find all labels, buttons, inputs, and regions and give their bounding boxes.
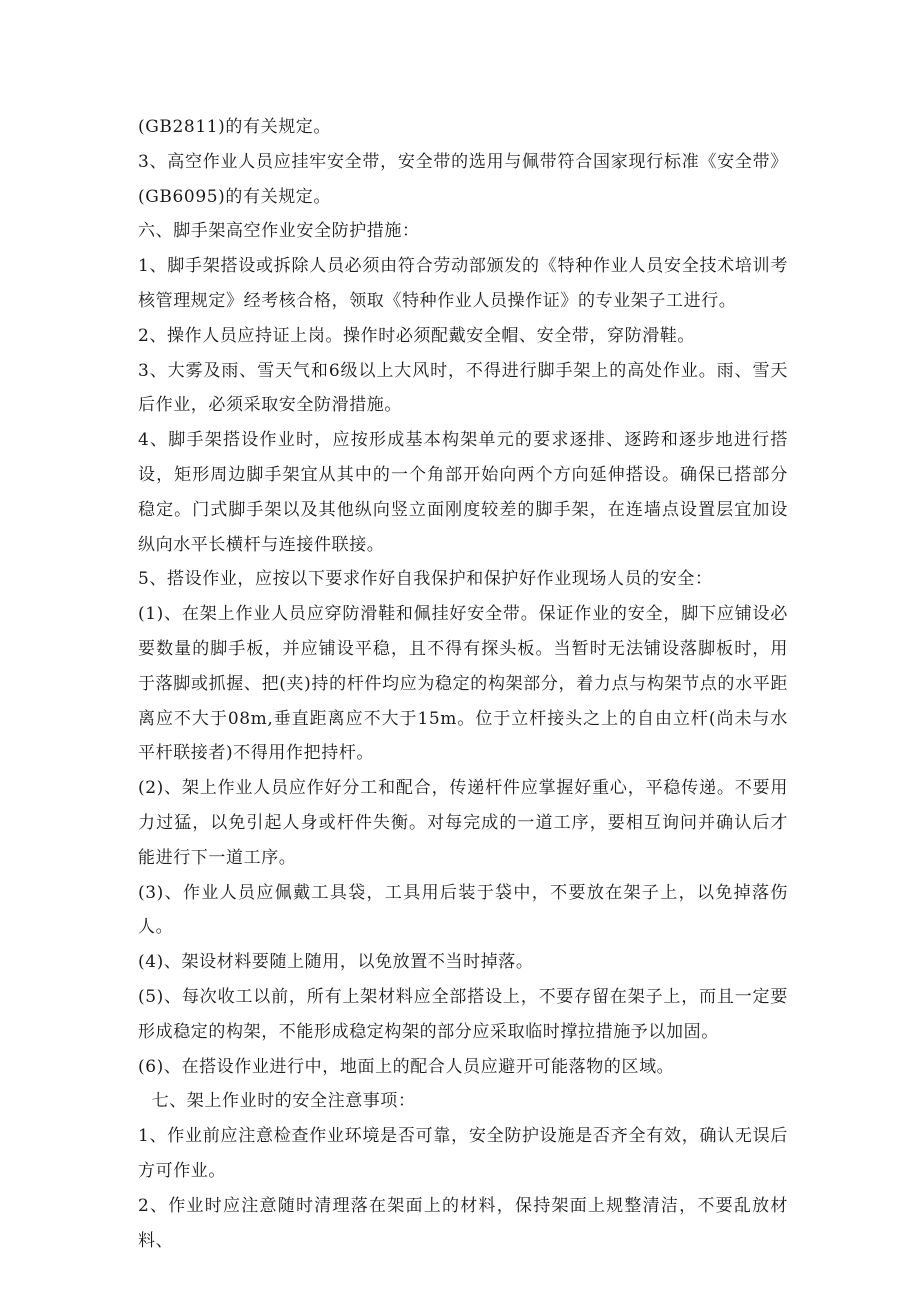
sub-item-1: (1)、在架上作业人员应穿防滑鞋和佩挂好安全带。保证作业的安全，脚下应铺设必要数量的脚手板，并应铺设平稳，且不得有探头板。当暂时无法铺设落脚板时，用于落脚或抓握、把(夹)持的杆件均应为稳定的构架部分，着力点与构架节点的水平距离应不大于08m,垂直距离应不大于15m。位于立杆接头之上的自由立杆(尚未与水平杆联接者)不得用作把持杆。 [138,604,788,764]
paragraph-6-1: 1、脚手架搭设或拆除人员必须由符合劳动部颁发的《特种作业人员安全技术培训考核管理规定》经考核合格，领取《特种作业人员操作证》的专业架子工进行。 [138,256,788,311]
paragraph-6-4: 4、脚手架搭设作业时，应按形成基本构架单元的要求逐排、逐跨和逐步地进行搭设，矩形周边脚手架宜从其中的一个角部开始向两个方向延伸搭设。确保已搭部分稳定。门式脚手架以及其他纵向竖立面刚度较差的脚手架，在连墙点设置层宜加设纵向水平长横杆与连接件联接。 [138,430,788,555]
sub-item-6: (6)、在搭设作业进行中，地面上的配合人员应避开可能落物的区域。 [138,1056,675,1077]
paragraph-6-2: 2、操作人员应持证上岗。操作时必须配戴安全帽、安全带，穿防滑鞋。 [138,325,696,346]
sub-item-5: (5)、每次收工以前，所有上架材料应全部搭设上，不要存留在架子上，而且一定要形成稳定的构架，不能形成稳定构架的部分应采取临时撑拉措施予以加固。 [138,986,788,1042]
paragraph-gb2811-continuation: (GB2811)的有关规定。 [138,117,332,137]
paragraph-safety-belt: 3、高空作业人员应挂牢安全带，安全带的选用与佩带符合国家现行标准《安全带》(GB6095)的有关规定。 [138,151,788,207]
sub-item-2: (2)、架上作业人员应作好分工和配合，传递杆件应掌握好重心，平稳传递。不要用力过猛，以免引起人身或杆件失衡。对每完成的一道工序，要相互询问并确认后才能进行下一道工序。 [138,778,788,868]
paragraph-6-3: 3、大雾及雨、雪天气和6级以上大风时，不得进行脚手架上的高处作业。雨、雪天后作业，必须采取安全防滑措施。 [138,360,788,416]
paragraph-7-2: 2、作业时应注意随时清理落在架面上的材料，保持架面上规整清洁，不要乱放材料、 [138,1195,788,1251]
paragraph-7-1: 1、作业前应注意检查作业环境是否可靠，安全防护设施是否齐全有效，确认无误后方可作业。 [138,1126,788,1181]
section-heading-6: 六、脚手架高空作业安全防护措施： [138,221,420,242]
section-heading-7: 七、架上作业时的安全注意事项： [151,1091,416,1112]
sub-item-4: (4)、架设材料要随上随用，以免放置不当时掉落。 [138,952,534,973]
sub-item-3: (3)、作业人员应佩戴工具袋，工具用后装于袋中，不要放在架子上，以免掉落伤人。 [138,882,788,938]
paragraph-6-5: 5、搭设作业，应按以下要求作好自我保护和保护好作业现场人员的安全： [138,569,713,590]
document-body [138,110,788,1258]
